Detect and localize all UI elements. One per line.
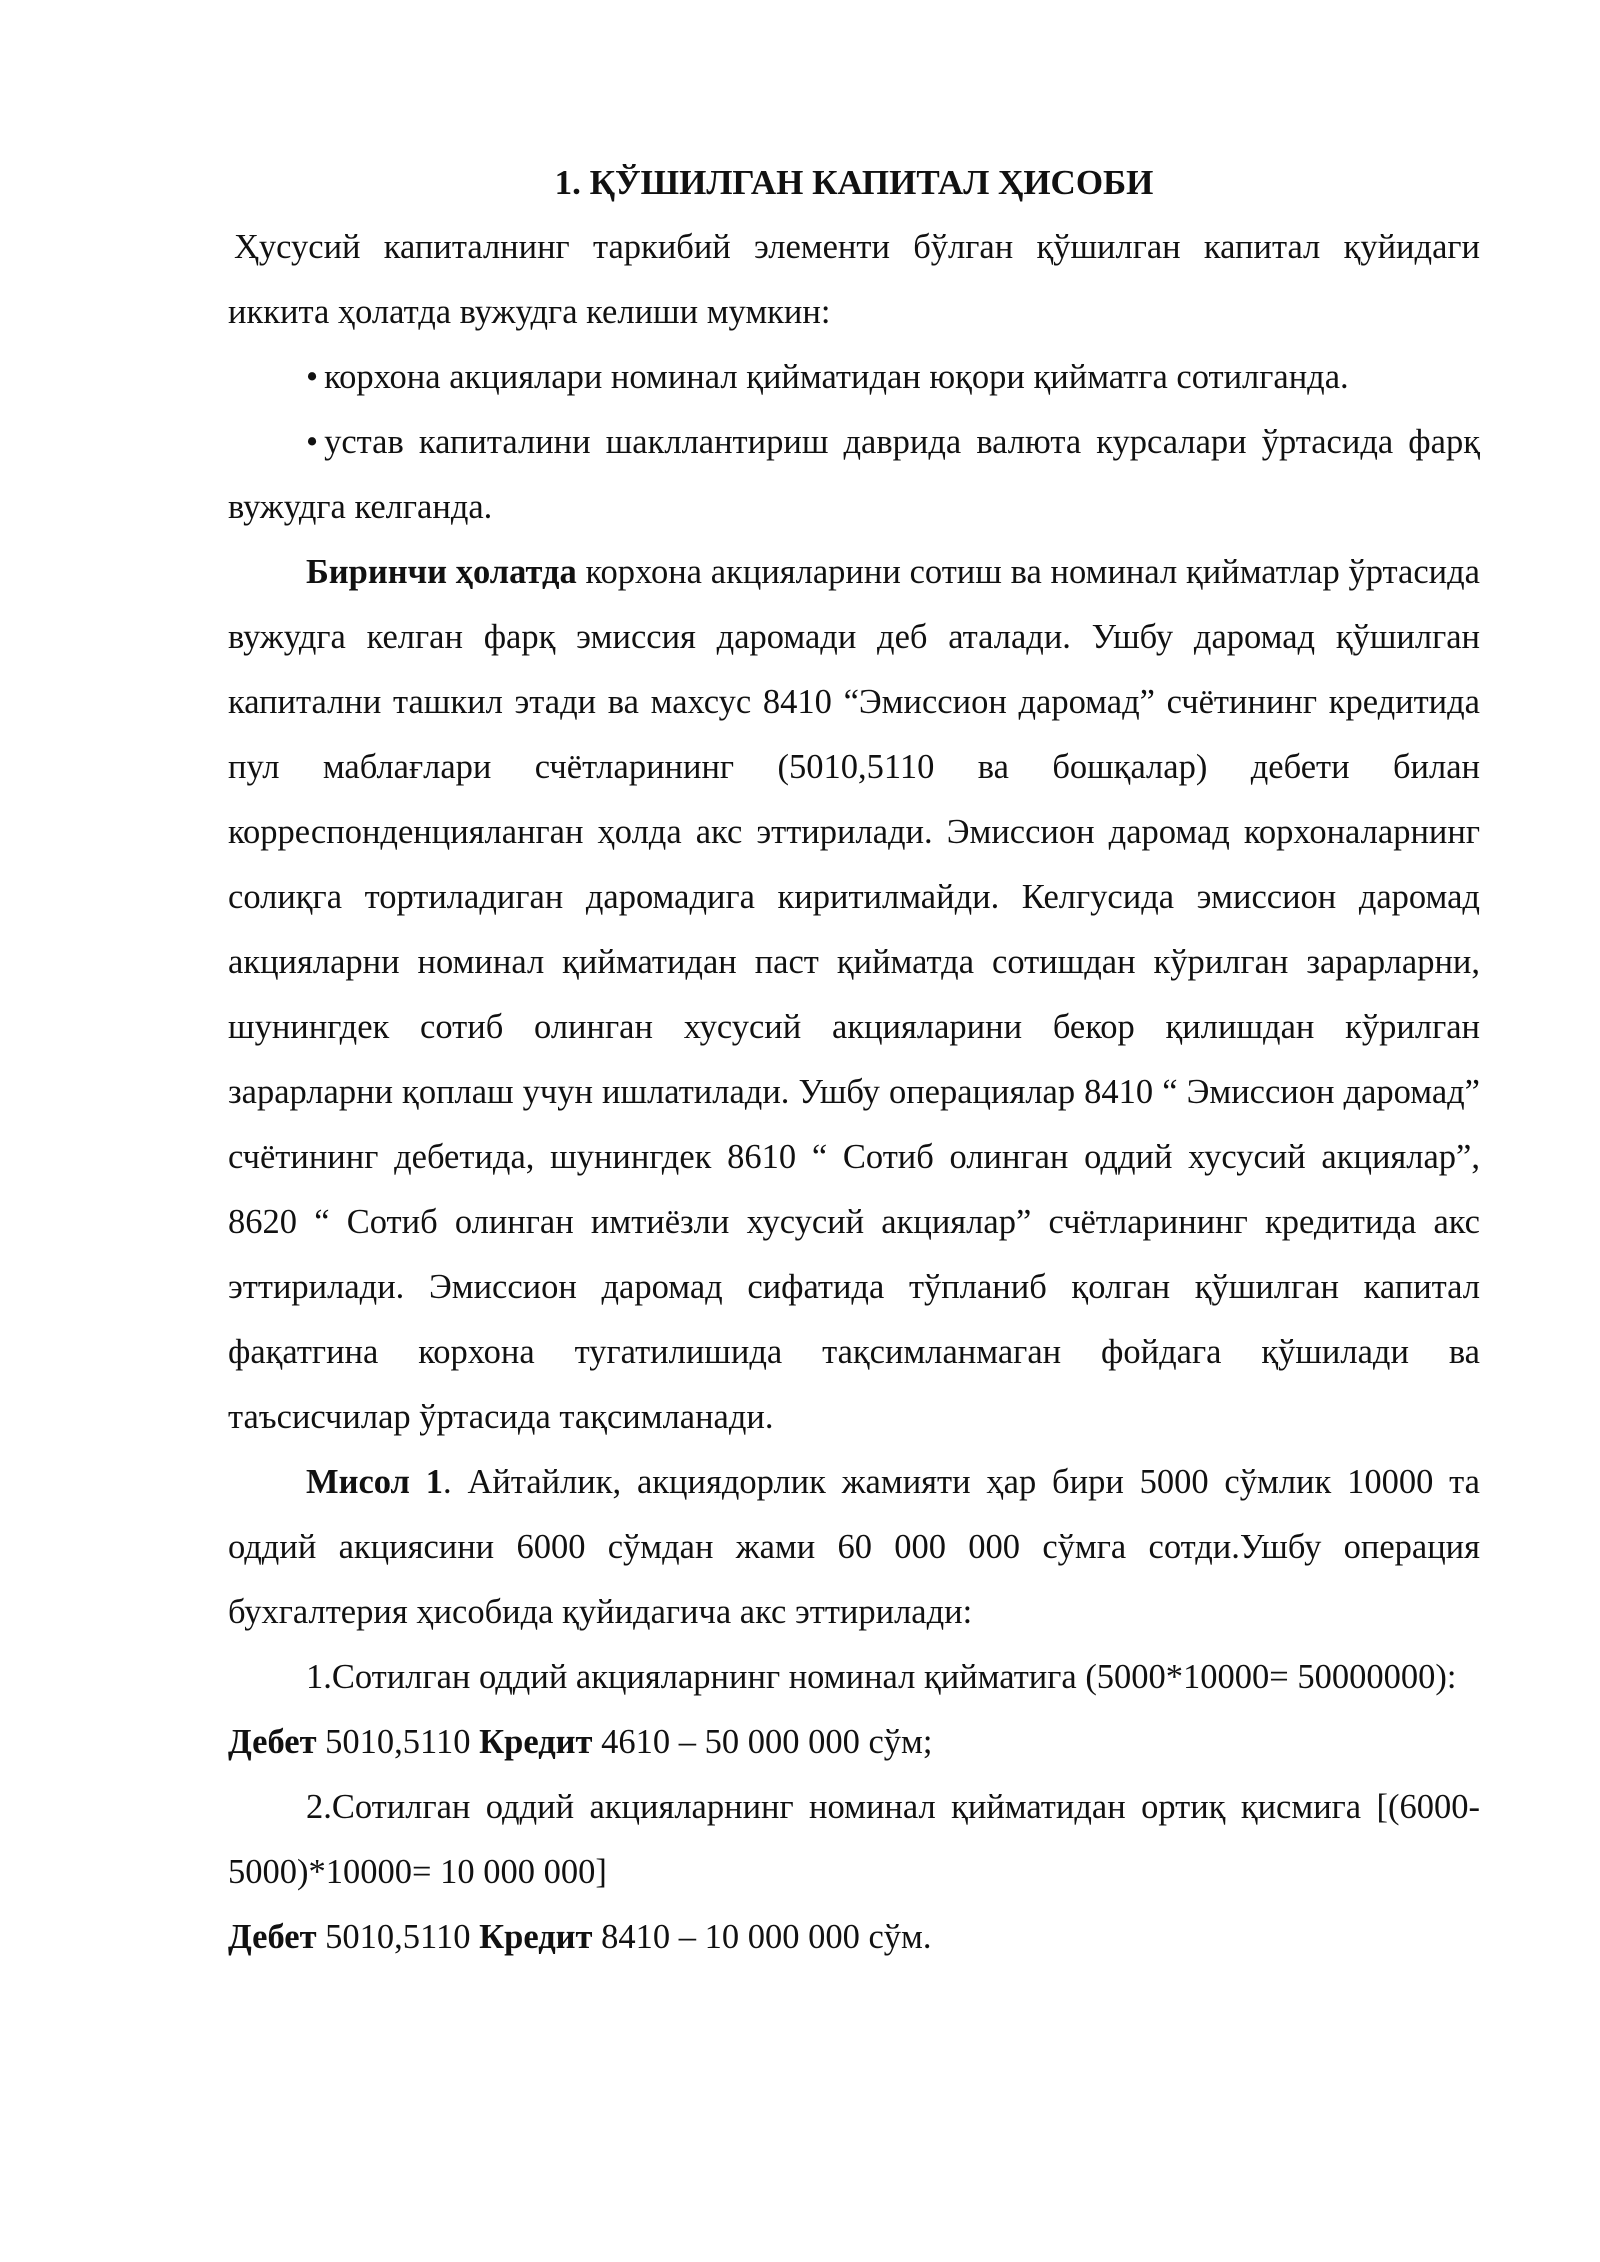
bullet-text: устав капиталини шакллантириш даврида валюта курсалари ўртасида фарқ вужудга келганда. — [228, 423, 1480, 526]
bullet-item — [228, 410, 1480, 540]
bullet-icon: • — [306, 358, 319, 396]
step-two: 2.Сотилган оддий акцияларнинг номинал қийматидан ортиқ қисмига [(6000-5000)*10000= 10 000 000] — [228, 1788, 1480, 1891]
credit-label: Кредит — [479, 1918, 593, 1956]
body-paragraph — [228, 540, 1480, 1450]
example-text: . Айтайлик, акциядорлик жамияти ҳар бири 5000 сўмлик 10000 та оддий акциясини 6000 сўмдан жами 60 000 000 сўмга сотди.Ушбу операция бухгалтерия ҳисобида қуйидагича акс эттирилади: — [228, 1463, 1480, 1631]
step-one: 1.Сотилган оддий акцияларнинг номинал қийматига (5000*10000= 50000000): — [306, 1658, 1457, 1696]
section-title: 1. ҚЎШИЛГАН КАПИТАЛ ҲИСОБИ — [554, 163, 1154, 202]
bullet-item — [228, 345, 1480, 410]
debit-label: Дебет — [228, 1723, 317, 1761]
debit-accounts: 5010,5110 — [316, 1918, 480, 1956]
credit-text: 8410 – 10 000 000 сўм. — [592, 1918, 932, 1956]
journal-entry-two — [228, 1905, 1480, 1970]
credit-text: 4610 – 50 000 000 сўм; — [592, 1723, 933, 1761]
intro-paragraph: Ҳусусий капиталнинг таркибий элементи бўлган қўшилган капитал қуйидаги иккита ҳолатда вужудга келиши мумкин: — [228, 228, 1480, 331]
bullet-text: корхона акциялари номинал қийматидан юқори қийматга сотилганда. — [324, 358, 1349, 396]
debit-label: Дебет — [228, 1918, 317, 1956]
paragraph-lead-bold: Биринчи ҳолатда — [306, 553, 577, 591]
credit-label: Кредит — [479, 1723, 593, 1761]
example-label: Мисол 1 — [306, 1463, 443, 1501]
paragraph-text: корхона акцияларини сотиш ва номинал қийматлар ўртасида вужудга келган фарқ эмиссия даромади деб аталади. Ушбу даромад қўшилган капитални ташкил этади ва махсус 8410 “Эмиссион даромад” счётининг кредитида пул маблағлари счётларининг (5010,5110 ва бошқалар) дебети билан корреспонденцияланган ҳолда акс эттирилади. Эмиссион даромад корхоналарнинг солиқга тортиладиган даромадига киритилмайди. Келгусида эмиссион даромад акцияларни номинал қийматидан паст қийматда сотишдан кўрилган зарарларни, шунингдек сотиб олинган хусусий акцияларини бекор қилишдан кўрилган зарарларни қоплаш учун ишлатилади. Ушбу операциялар 8410 “ Эмиссион даромад” счётининг дебетида, шунингдек 8610 “ Сотиб олинган оддий хусусий акциялар”, 8620 “ Сотиб олинган имтиёзли хусусий акциялар” счётларининг кредитида акс эттирилади. Эмиссион даромад сифатида тўпланиб қолган қўшилган капитал фақатгина корхона тугатилишида тақсимланмаган фойдага қўшилади ва таъсисчилар ўртасида тақсимланади. — [228, 553, 1480, 1436]
example-paragraph — [228, 1450, 1480, 1645]
journal-entry-one — [228, 1710, 1480, 1775]
bullet-icon: • — [306, 423, 319, 461]
document-page — [228, 150, 1480, 1970]
debit-accounts: 5010,5110 — [316, 1723, 480, 1761]
